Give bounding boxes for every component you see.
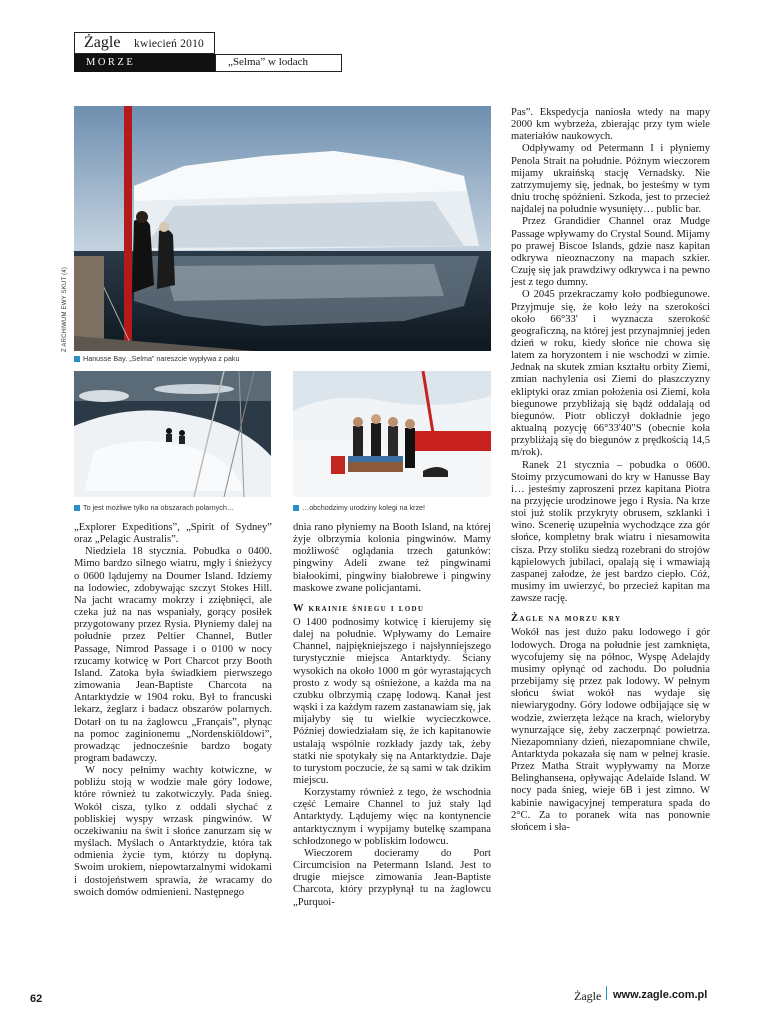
paragraph: Niedziela 18 stycznia. Pobudka o 0400. Mimo bardzo silnego wiatru, mgły i śnieżycy o 0600 lądujemy na Doumer Island. Idziemy na lodowiec, zdobywając szczyt Stokes Hill. Na jacht wracamy mokrzy i zziębnięci, ale czeka już na nas wspaniały, gorący posiłek przygotowany przez Rysia. Płyniemy dalej na południe przez Peltier Channel, Butler Passage, Nimrod Passage i o 0100 w nocy rzucamy kotwicę w Port Charcot przy Booth Island. Zatoka była świadkiem pierwszego zimowania Jean-Baptiste Charcota na Antarktydzie w 1904 roku. Był to francuski lekarz, żeglarz i badacz obszarów polarnych. Dotarł on tu na żaglowcu „Français”, płynąc na pomoc zaginionemu „Nordenskiöldowi”, prowadząc jednocześnie bardzo bogaty program badawczy. <box>74 546 272 764</box>
birthday-photo <box>293 371 491 497</box>
paragraph: dnia rano płyniemy na Booth Island, na której żyje olbrzymia kolonia pingwinów. Mamy możliwość oglądania trzech gatunków: pingwiny Adeli zwane też pingwinami białookimi, pingwiny białobrewe i pingwiny maskowe zwane policjantami. <box>293 522 491 594</box>
section-label: MORZE <box>74 54 215 72</box>
paragraph: „Explorer Expeditions”, „Spirit of Sydney” oraz „Pelagic Australis”. <box>74 522 272 546</box>
text-column-1 <box>74 522 272 899</box>
paragraph: O 1400 podnosimy kotwicę i kierujemy się dalej na południe. Wpływamy do Lemaire Channel, najpiękniejszego i najsłynniejszego turystycznie miejsca Antarktydy. Ściany wysokich na około 1000 m gór wyrastających prosto z wody są ośnieżone, a każda ma na czubku olbrzymią czapę lodową. Kanał jest wąski i za każdym razem zastanawiam się, jak mijałyby się tu wielkie wycieczkowce. Później dowiedziałam się, że ich kapitanowie ustalają wspólnie rozkłady jazdy tak, żeby statki nie spotykały się na Antarktydzie. Daje to turystom poczucie, że są sami w tak dzikim miejscu. <box>293 616 491 786</box>
footer-url: www.zagle.com.pl <box>613 989 708 1001</box>
ice-floe-photo <box>74 371 271 497</box>
paragraph: Wieczorem docieramy do Port Circumcision na Petermann Island. Jest to drugie miejsce zimowania Jean-Baptiste Charcota, który przypłynął tu na żaglowcu „Purquoi- <box>293 847 491 908</box>
issue-date: kwiecień 2010 <box>134 38 204 50</box>
main-photo <box>74 106 491 351</box>
paragraph: Wokół nas jest dużo paku lodowego i gór lodowych. Droga na południe jest zamknięta, wycofujemy się na północ, Wyspę Adelajdy musimy opłynąć od zachodu. Do południa przebijamy się przez pak lodowy. W pełnym słońcu świat wokół nas wydaje się niewiarygodny. Góry lodowe odbijające się w wodzie, zwierzęta leżące na krach, wieloryby wynurzające się, żeby zaczerpnąć powietrza. Niezapomniany dzień, niezapomniane chwile, Antarktyda pokazała się nam w pełnej krasie. Przez Matha Strait wypływamy na Morze Belinghanseна, opływając Adelaide Island. W nocy pada śnieg, wieje 6B i jest zimno. W kabinie nawigacyjnej temperatura spada do 2°C. Za to poranek wita nas ponownie słońcem i sła- <box>511 627 710 833</box>
paragraph: Korzystamy również z tego, że wschodnia część Lemaire Channel to już stały ląd Antarktydy. Lądujemy więc na kontynencie antarktycznym i wypijamy butelkę szampana schłodzonego w pobliskim lodowcu. <box>293 787 491 847</box>
photo-credit: Z ARCHIWUM EWY SKUT (4) <box>62 266 68 352</box>
magazine-logo: Żagle <box>84 34 121 51</box>
text-column-2 <box>293 522 491 909</box>
article-title-tag: „Selma” w lodach <box>215 54 342 72</box>
birthday-caption: …obchodzimy urodziny kolegi na krze! <box>293 503 425 512</box>
paragraph: Odpływamy od Petermann I i płyniemy Penola Strait na południe. Późnym wieczorem mijamy ukraińską stację Vernadsky. Nie zatrzymujemy się, jednak, bo jesteśmy w tym dniu trochę spóźnieni. Szkoda, jest to przecież najdalej na południe wysunięty… public bar. <box>511 143 710 216</box>
paragraph: Przez Grandidier Channel oraz Mudge Passage wpływamy do Crystal Sound. Mijamy po prawej Biscoe Islands, gdzie nasz kapitan odkrywa nieoznaczony na mapach szkier. Czuję się jak prawdziwy odkrywca i na pewno jest z tego dumny. <box>511 216 710 289</box>
text-column-3 <box>511 107 710 834</box>
footer-divider <box>606 986 607 1000</box>
page-number: 62 <box>30 993 43 1005</box>
paragraph: Ranek 21 stycznia – pobudka o 0600. Stoimy przycumowani do kry w Hanusse Bay i… jesteśmy zaproszeni przez kapitana Piotra na przyjęcie urodzinowe jego i Rysia. Na krze stoi już stolik przykryty obrusem, szklanki i wino. Scenerię uzupełnia wychodzące zza gór słońce, kompletny brak wiatru i niesamowita cisza. Przy stoliku siedzą rozebrani do strojów kąpielowych jubilaci, opalają się i wmawiają zaspanej załodze, że jest bardzo ciepło. Cóż, musimy im uwierzyć, bo przecież kapitan ma zawsze rację. <box>511 459 710 605</box>
footer-magazine: Żagle <box>574 989 602 1003</box>
paragraph: O 2045 przekraczamy koło podbiegunowe. Przyjmuje się, że koło leży na szerokości około 66°33' i wyznacza szerokość geograficzną, na której jest przynajmniej jeden dzień w roku, kiedy słońce nie chowa się latem za horyzontem i nie wschodzi w zimie. Jednak na skutek zmian kształtu orbity Ziemi, zmian nachylenia osi Ziemi do płaszczyzny ekliptyki oraz zmian położenia osi Ziemi, koła biegunowe przybliżają się bądź oddalają od biegunów. Piotr obliczył dokładnie jego aktualną pozycję 66°33'40"S (obecnie koła przybliżają się do biegunów z prędkością 14,5 m/rok). <box>511 289 710 459</box>
paragraph: W nocy pełnimy wachty kotwiczne, w pobliżu stoją w wodzie małe góry lodowe, które również tu zakotwiczyły. Pada śnieg. Wokół cisza, tylko z oddali słychać z pobliskiej wyspy wrzask pingwinów. W oczekiwaniu na świt i słońce zanurzam się w myślach. Myślach o Antarktydzie, która tak odmienia życie tym, którzy tu dopłyną. Swoim urokiem, niepowtarzalnymi widokami i dostojeństwem sprawia, że wracamy do swoich domów odmienieni. Następnego <box>74 765 272 898</box>
paragraph: Pas”. Ekspedycja naniosła wtedy na mapy 2000 km wybrzeża, zbierając przy tym wiele materiałów naukowych. <box>511 107 710 143</box>
ice-floe-caption: To jest możliwe tylko na obszarach polarnych… <box>74 503 234 512</box>
main-photo-caption: Hanusse Bay. „Selma” nareszcie wypływa z paku <box>74 354 239 363</box>
caption-marker-icon <box>74 505 80 511</box>
section-heading: Żagle na morzu kry <box>511 613 622 625</box>
caption-marker-icon <box>293 505 299 511</box>
caption-marker-icon <box>74 356 80 362</box>
section-heading: W krainie śniegu i lodu <box>293 602 425 614</box>
